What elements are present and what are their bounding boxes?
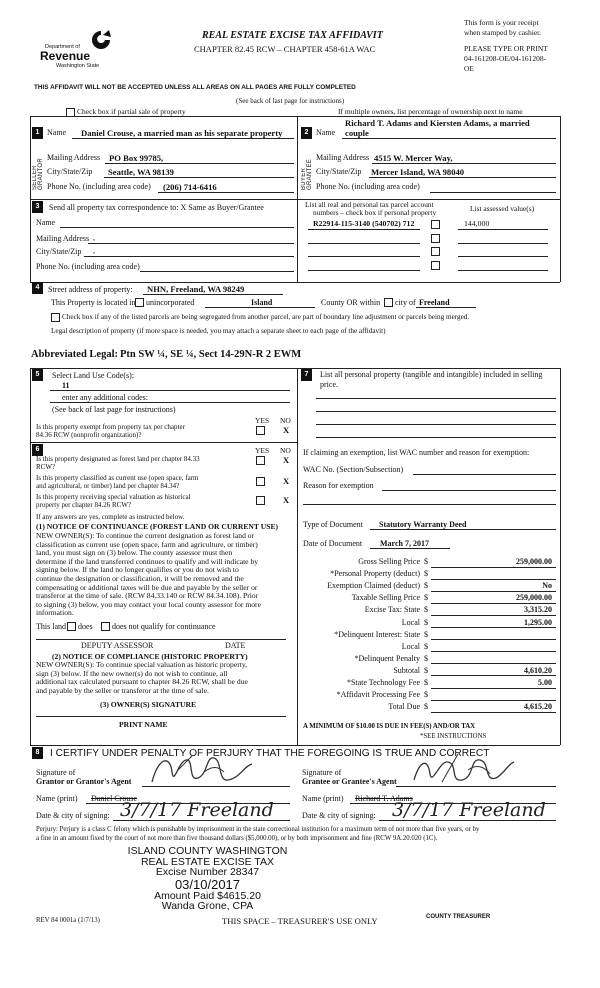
- grantee-name-label: Name (print): [302, 794, 344, 803]
- buyer-city-label: City/State/Zip: [316, 167, 362, 176]
- notice-continuance-body: NEW OWNER(S): To continue the current designation as forest land or classification as current use (open space, farm and agriculture, or timber) land, you must sign on (3) below. The county assessor must then determine if the land transferred continues to qualify and will indicate by signing below. If the land no longer qualifies or you do not wish to continue the designation or classification, it will be removed and the compensating or additional taxes will be due and payable by the seller or transferor at the time of sale. (RCW 84.33.140 or RCW 84.34.108). Prior to signing (3) below, you may contact your local county assessor for more information.: [36, 531, 261, 618]
- s5-yes-header: YES: [255, 416, 270, 425]
- doc-date-label: Date of Document: [303, 539, 363, 548]
- currency-symbol: $: [424, 581, 428, 591]
- buyer-grantee-label: BUYER GRANTEE: [301, 158, 313, 190]
- total-row-value[interactable]: 3,315.20: [524, 605, 552, 615]
- buyer-mailing-address[interactable]: 4515 W. Mercer Way,: [374, 153, 453, 163]
- exemption-reason-label: Reason for exemption: [303, 481, 374, 490]
- currency-symbol: $: [424, 557, 428, 566]
- current-use-yes-checkbox[interactable]: [256, 477, 265, 486]
- personal-property-label-1: List all personal property (tangible and intangible) included in selling: [320, 370, 543, 379]
- current-use-no-mark[interactable]: X: [283, 476, 290, 486]
- abbreviated-legal-value[interactable]: Ptn SW ¼, SE ¼, Sect 14-29N-R 2 EWM: [120, 349, 302, 360]
- total-row-label: Subtotal: [393, 665, 420, 675]
- s3-name-label: Name: [36, 218, 56, 227]
- doc-type-label: Type of Document: [303, 520, 363, 529]
- form-title: REAL ESTATE EXCISE TAX AFFIDAVIT: [202, 30, 383, 41]
- wac-label: WAC No. (Section/Subsection): [303, 465, 404, 474]
- county-treasurer-label: COUNTY TREASURER: [426, 914, 491, 920]
- segregated-label: Check box if any of the listed parcels are being segregated from another parcel, are part of boundary line adjustment or parcels being merged.: [62, 313, 470, 321]
- currency-symbol: $: [424, 690, 428, 700]
- grantor-name[interactable]: Daniel Crouse: [91, 794, 137, 803]
- historic-yes-checkbox[interactable]: [256, 496, 265, 505]
- total-row-label: *State Technology Fee: [346, 678, 420, 687]
- currency-symbol: $: [424, 569, 428, 579]
- seller-mailing-label: Mailing Address: [47, 153, 101, 162]
- total-row-value[interactable]: 259,000.00: [516, 557, 552, 566]
- total-row-label: *Personal Property (deduct): [330, 569, 420, 579]
- logo-revenue: Revenue: [40, 49, 91, 63]
- total-row-label: *Affidavit Processing Fee: [336, 690, 420, 700]
- street-address[interactable]: NHN, Freeland, WA 98249: [147, 284, 245, 294]
- grantee-sig-label-1: Signature of: [302, 768, 342, 777]
- s5-see-back: (See back of last page for instructions): [52, 405, 176, 414]
- total-row-label: Taxable Selling Price: [351, 593, 420, 603]
- section-7-number: 7: [301, 369, 312, 381]
- grantor-sig-label-2: Grantor or Grantor's Agent: [36, 777, 132, 786]
- total-row-value[interactable]: 5.00: [538, 678, 552, 687]
- grantee-sig-label-2: Grantee or Grantee's Agent: [302, 777, 397, 786]
- stamp-signer: Wanda Grone, CPA: [161, 900, 254, 912]
- total-row-label: Local: [401, 617, 420, 627]
- grantee-name[interactable]: Richard T. Adams: [355, 794, 413, 803]
- see-back-instructions: (See back of last page for instructions): [236, 97, 345, 105]
- seller-grantor-label: SELLER GRANTOR: [32, 158, 44, 190]
- does-checkbox[interactable]: [67, 622, 76, 631]
- does-not-label: does not qualify for continuance: [112, 622, 216, 631]
- s3-city-value[interactable]: ,: [93, 246, 95, 255]
- form-subtitle: CHAPTER 82.45 RCW – CHAPTER 458-61A WAC: [194, 44, 376, 54]
- section-2-number: 2: [301, 127, 312, 139]
- form-revision: REV 84 0001a (1/7/13): [36, 917, 100, 924]
- current-use-question-2: and agricultural, or timber) land per chapter 84.34?: [36, 482, 180, 490]
- unincorporated-label: unincorporated: [146, 298, 195, 307]
- grantor-date-city[interactable]: 3/7/17 Freeland: [120, 799, 274, 821]
- this-land-label: This land: [36, 622, 66, 631]
- revenue-logo-icon: [89, 29, 113, 49]
- notice-compliance-title: (2) NOTICE OF COMPLIANCE (HISTORIC PROPERTY): [52, 652, 248, 661]
- stamp-county: ISLAND COUNTY WASHINGTON: [127, 845, 288, 857]
- personal-property-label-2: price.: [320, 380, 338, 389]
- section-3-number: 3: [32, 201, 43, 213]
- grantor-date-city-label: Date & city of signing:: [36, 811, 110, 820]
- logo-state: Washington State: [56, 63, 100, 69]
- city-of-checkbox[interactable]: [384, 298, 393, 307]
- stamp-excise-number: Excise Number 28347: [155, 866, 260, 878]
- additional-codes-label: enter any additional codes:: [62, 393, 148, 402]
- type-or-print: PLEASE TYPE OR PRINT: [464, 44, 548, 53]
- currency-symbol: $: [424, 653, 428, 663]
- parcel-header-1: List all real and personal tax parcel account: [305, 200, 434, 209]
- historic-no-mark[interactable]: X: [283, 495, 290, 505]
- city-of-label: city of: [395, 298, 416, 307]
- seller-name-label: Name: [47, 128, 67, 137]
- does-not-checkbox[interactable]: [101, 622, 110, 631]
- currency-symbol: $: [424, 629, 428, 639]
- doc-date[interactable]: March 7, 2017: [380, 539, 429, 548]
- parcel-4-personal-checkbox[interactable]: [431, 261, 440, 270]
- parcel-number[interactable]: R22914-115-3140 (540702) 712: [313, 219, 415, 228]
- segregated-checkbox[interactable]: [51, 313, 60, 322]
- grantor-name-label: Name (print): [36, 794, 78, 803]
- currency-symbol: $: [424, 605, 428, 615]
- grantee-date-city-label: Date & city of signing:: [302, 811, 376, 820]
- assessed-value[interactable]: 144,000: [464, 219, 490, 228]
- currency-symbol: $: [424, 617, 428, 627]
- currency-symbol: $: [424, 678, 428, 687]
- stamp-amount-paid: Amount Paid $4615.20: [154, 889, 261, 902]
- exempt-yes-checkbox[interactable]: [256, 426, 265, 435]
- historic-question-1: Is this property receiving special valuation as historical: [36, 493, 191, 501]
- parcel-1-personal-checkbox[interactable]: [431, 220, 440, 229]
- perjury-note-2: a fine in an amount fixed by the court of not more than five thousand dollars ($5,000.00), or by both imprisonment and fine (RCW 9A.20.020 (1C).: [36, 835, 438, 842]
- land-use-code[interactable]: 11: [62, 381, 70, 390]
- land-use-label: Select Land Use Code(s):: [52, 371, 134, 380]
- s3-city-label: City/State/Zip: [36, 247, 82, 256]
- street-address-label: Street address of property:: [48, 285, 133, 294]
- parcel-3-personal-checkbox[interactable]: [431, 247, 440, 256]
- buyer-mailing-label: Mailing Address: [316, 153, 370, 162]
- treasurer-stamp: [120, 846, 295, 912]
- receipt-note-1: This form is your receipt: [464, 18, 539, 27]
- partial-sale-label: Check box if partial sale of property: [77, 107, 186, 116]
- stamp-tax: REAL ESTATE EXCISE TAX: [140, 855, 275, 868]
- does-label: does: [78, 622, 93, 631]
- grantor-signature-image: [148, 752, 258, 790]
- currency-symbol: $: [424, 665, 428, 675]
- seller-phone-label: Phone No. (including area code): [47, 182, 151, 191]
- send-correspondence-label: Send all property tax correspondence to: X Same as Buyer/Grantee: [49, 203, 264, 212]
- forest-yes-checkbox[interactable]: [256, 456, 265, 465]
- total-row-value[interactable]: No: [542, 581, 552, 591]
- multiple-owners-note: If multiple owners, list percentage of ownership next to name: [338, 107, 523, 116]
- doc-type[interactable]: Statutory Warranty Deed: [379, 520, 467, 529]
- parcel-header-2: numbers – check box if personal property: [313, 208, 437, 217]
- city-value[interactable]: Freeland: [419, 298, 450, 307]
- historic-question-2: property per chapter 84.26 RCW?: [36, 501, 132, 509]
- section-6-number: 6: [32, 444, 43, 456]
- currency-symbol: $: [424, 702, 428, 712]
- exemption-claim-label: If claiming an exemption, list WAC number and reason for exemption:: [303, 448, 530, 457]
- buyer-name-line-2[interactable]: couple: [345, 128, 369, 138]
- currency-symbol: $: [424, 593, 428, 603]
- forest-question-2: RCW?: [36, 463, 56, 471]
- located-in-label: This Property is located in: [51, 298, 136, 307]
- county-or-within-label: County OR within: [321, 298, 381, 307]
- grantee-date-city[interactable]: 3/7/17 Freeland: [392, 799, 546, 821]
- section-5-number: 5: [32, 369, 43, 381]
- s3-mailing-label: Mailing Address: [36, 234, 90, 243]
- logo-dept: Department of: [45, 44, 80, 50]
- forest-no-mark[interactable]: X: [283, 455, 290, 465]
- unincorporated-checkbox[interactable]: [135, 298, 144, 307]
- exempt-question-1: Is this property exempt from property tax per chapter: [36, 423, 185, 431]
- total-row-label: Local: [401, 641, 420, 651]
- file-number-1: 04-161208-OE/04-161208-: [464, 54, 547, 63]
- completion-warning: THIS AFFIDAVIT WILL NOT BE ACCEPTED UNLESS ALL AREAS ON ALL PAGES ARE FULLY COMPLETED: [34, 84, 356, 91]
- abbreviated-legal-label: Abbreviated Legal:: [31, 349, 119, 360]
- buyer-name-label: Name: [316, 128, 336, 137]
- county-value[interactable]: Island: [251, 298, 273, 307]
- s6-no-header: NO: [280, 446, 291, 455]
- notice-continuance-title: (1) NOTICE OF CONTINUANCE (FOREST LAND OR CURRENT USE): [36, 522, 279, 531]
- total-row-value[interactable]: 259,000.00: [516, 593, 552, 603]
- deputy-assessor-label: DEPUTY ASSESSOR: [81, 641, 154, 650]
- assessed-header: List assessed value(s): [470, 204, 535, 213]
- receipt-note-2: when stamped by cashier.: [464, 28, 542, 37]
- section-4-number: 4: [32, 282, 43, 294]
- total-row-value[interactable]: 4,615.20: [524, 702, 552, 712]
- see-instructions-note: *SEE INSTRUCTIONS: [420, 733, 487, 740]
- buyer-phone-label: Phone No. (including area code): [316, 182, 420, 191]
- seller-name[interactable]: Daniel Crouse, a married man as his separate property: [81, 128, 283, 138]
- total-row-value[interactable]: 1,295.00: [524, 617, 552, 627]
- currency-symbol: $: [424, 641, 428, 651]
- file-number-2: OE: [464, 64, 474, 73]
- minimum-fee-note: A MINIMUM OF $10.00 IS DUE IN FEE(S) AND/OR TAX: [303, 723, 476, 730]
- grantee-signature-image: [408, 752, 518, 790]
- total-row-label: Excise Tax: State: [364, 605, 420, 615]
- grantor-sig-label-1: Signature of: [36, 768, 76, 777]
- s6-yes-header: YES: [255, 446, 270, 455]
- perjury-note-1: Perjury: Perjury is a class C felony which is punishable by imprisonment in the state correctional institution for a maximum term of not more than five years, or by: [36, 826, 480, 833]
- current-use-question-1: Is this property classified as current use (open space, farm: [36, 474, 199, 482]
- total-row-label: *Delinquent Interest: State: [334, 629, 420, 639]
- owner-signature-label: (3) OWNER(S) SIGNATURE: [100, 700, 197, 709]
- seller-mailing-address[interactable]: PO Box 99785,: [109, 153, 164, 163]
- legal-description-label: Legal description of property (if more space is needed, you may attach a separate sheet to each page of the affidavit): [51, 327, 386, 335]
- certify-statement: I CERTIFY UNDER PENALTY OF PERJURY THAT THE FOREGOING IS TRUE AND CORRECT: [50, 748, 490, 759]
- total-row-label: Total Due: [388, 702, 420, 712]
- seller-phone[interactable]: (206) 714-6416: [163, 182, 217, 192]
- forest-question-1: Is this property designated as forest land per chapter 84.33: [36, 455, 200, 463]
- section-8-number: 8: [32, 747, 43, 759]
- total-row-value[interactable]: 4,610.20: [524, 665, 552, 675]
- exempt-question-2: 84.36 RCW (nonprofit organization)?: [36, 431, 142, 439]
- stamp-date: 03/10/2017: [174, 876, 241, 892]
- exempt-no-mark[interactable]: X: [283, 425, 290, 435]
- buyer-name-line-1[interactable]: Richard T. Adams and Kiersten Adams, a married: [345, 118, 530, 128]
- if-yes-note: If any answers are yes, complete as instructed below.: [36, 513, 185, 521]
- s3-phone-label: Phone No. (including area code): [36, 262, 140, 271]
- notice-compliance-body: NEW OWNER(S): To continue special valuation as historic property, sign (3) below. If the new owner(s) do not wish to continue, all additional tax calculated pursuant to chapter 84.26 RCW, shall be due and payable by the seller or transferor at the time of sale.: [36, 660, 248, 695]
- deputy-date-label: DATE: [225, 641, 246, 650]
- total-row-label: *Delinquent Penalty: [354, 653, 420, 663]
- seller-city[interactable]: Seattle, WA 98139: [108, 167, 174, 177]
- s3-mailing-value[interactable]: ,: [93, 233, 95, 242]
- buyer-city[interactable]: Mercer Island, WA 98040: [371, 167, 465, 177]
- section-1-number: 1: [32, 127, 43, 139]
- total-row-label: Exemption Claimed (deduct): [327, 581, 420, 591]
- treasurer-space-note: THIS SPACE – TREASURER'S USE ONLY: [222, 916, 378, 926]
- s5-no-header: NO: [280, 416, 291, 425]
- print-name-label: PRINT NAME: [119, 720, 168, 729]
- total-row-label: Gross Selling Price: [358, 557, 420, 566]
- seller-city-label: City/State/Zip: [47, 167, 93, 176]
- parcel-2-personal-checkbox[interactable]: [431, 234, 440, 243]
